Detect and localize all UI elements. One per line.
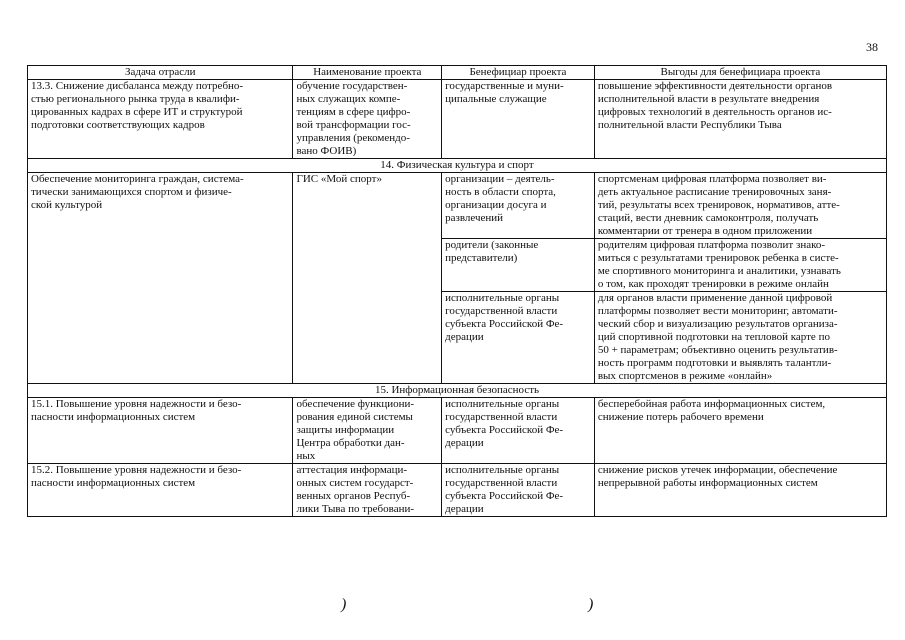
table-row-13-3 (28, 80, 887, 159)
project-cell: обучение государствен- ных служащих компе- тенциям в сфере цифро- вой трансформации гос- управления (рекомендо- вано ФОИВ) (293, 80, 442, 159)
footer-mark: ) (341, 596, 347, 613)
page-number: 38 (866, 40, 878, 54)
table-header-row (28, 66, 887, 80)
header-benefit: Выгоды для бенефициара проекта (594, 66, 886, 80)
benefit-cell: для органов власти применение данной цифровой платформы позволяет вести мониторинг, автомати- ческий сбор и визуализацию результатов организа- ций спортивной подготовки на тепловой карте по 50 + параметрам; объективно оценить результатив- ность программ подготовки и выявлять талантли- вых спортсменов в режиме «онлайн» (594, 292, 886, 384)
task-cell: 15.2. Повышение уровня надежности и безо- пасности информационных систем (28, 464, 293, 517)
benefit-cell: родителям цифровая платформа позволит знако- миться с результатами тренировок ребенка в систе- ме спортивного мониторинга и аналитики, узнавать о том, как проходят тренировки в режиме онлайн (594, 239, 886, 292)
section-row-14 (28, 159, 887, 173)
header-task: Задача отрасли (28, 66, 293, 80)
benefit-cell: спортсменам цифровая платформа позволяет ви- деть актуальное расписание тренировочных заня- тий, результаты всех тренировок, нормативов, атте- стаций, вести дневник самоконтроля, получать комментарии от тренера в одном приложении (594, 173, 886, 239)
section-title: 14. Физическая культура и спорт (28, 159, 887, 173)
benefit-cell: повышение эффективности деятельности органов исполнительной власти в результате внедрения цифровых технологий в деятельность органов ис- полнительной власти Республики Тыва (594, 80, 886, 159)
beneficiary-cell: родители (законные представители) (442, 239, 595, 292)
benefit-cell: снижение рисков утечек информации, обеспечение непрерывной работы информационных систем (594, 464, 886, 517)
beneficiary-cell: исполнительные органы государственной власти субъекта Российской Фе- дерации (442, 292, 595, 384)
benefit-cell: бесперебойная работа информационных систем, снижение потерь рабочего времени (594, 398, 886, 464)
section-title: 15. Информационная безопасность (28, 384, 887, 398)
section-row-15 (28, 384, 887, 398)
beneficiary-cell: исполнительные органы государственной власти субъекта Российской Фе- дерации (442, 398, 595, 464)
table-row-15-2 (28, 464, 887, 517)
table-row-14-1 (28, 173, 887, 239)
task-cell: 13.3. Снижение дисбаланса между потребно- стью регионального рынка труда в квалифи- цированных кадрах в сфере ИТ и структурой подготовки соответствующих кадров (28, 80, 293, 159)
table-row-15-1 (28, 398, 887, 464)
project-cell: ГИС «Мой спорт» (293, 173, 442, 384)
task-cell: Обеспечение мониторинга граждан, система- тически занимающихся спортом и физиче- ской культурой (28, 173, 293, 384)
beneficiary-cell: организации – деятель- ность в области спорта, организации досуга и развлечений (442, 173, 595, 239)
beneficiary-cell: государственные и муни- ципальные служащие (442, 80, 595, 159)
projects-table (27, 65, 887, 517)
task-cell: 15.1. Повышение уровня надежности и безо- пасности информационных систем (28, 398, 293, 464)
header-beneficiary: Бенефициар проекта (442, 66, 595, 80)
project-cell: обеспечение функциони- рования единой системы защиты информации Центра обработки дан- ных (293, 398, 442, 464)
header-project: Наименование проекта (293, 66, 442, 80)
footer-mark: ) (588, 596, 594, 613)
beneficiary-cell: исполнительные органы государственной власти субъекта Российской Фе- дерации (442, 464, 595, 517)
project-cell: аттестация информаци- онных систем государст- венных органов Респуб- лики Тыва по требовани- (293, 464, 442, 517)
